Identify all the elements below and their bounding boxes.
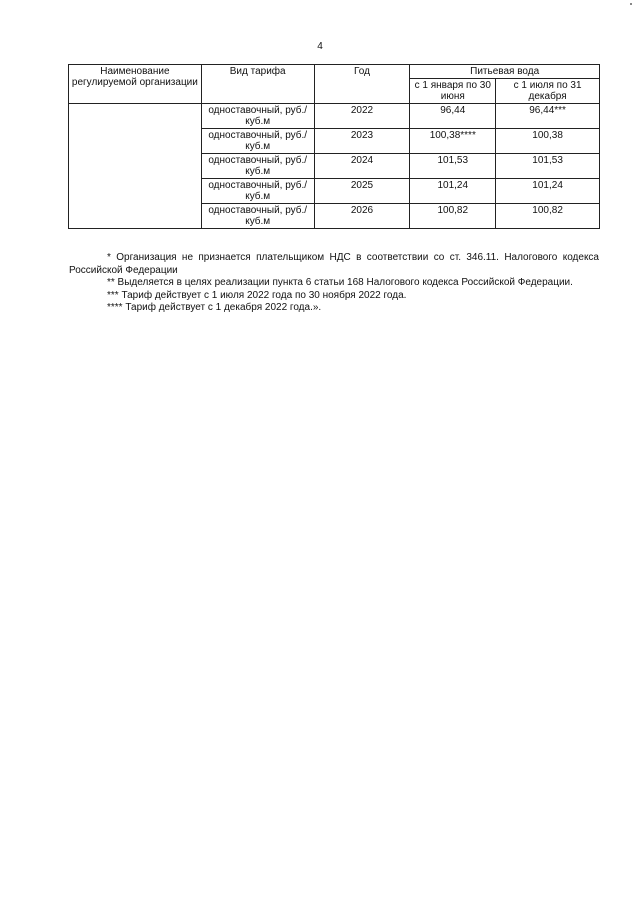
footnote-3: *** Тариф действует с 1 июля 2022 года по 30 ноября 2022 года.	[107, 289, 407, 301]
period-2-value: 101,53	[496, 154, 600, 179]
page-number: 4	[317, 41, 323, 52]
organization-cell	[69, 104, 202, 229]
footnote-4: **** Тариф действует с 1 декабря 2022 года.».	[107, 302, 322, 313]
year-cell: 2022	[314, 104, 410, 129]
tariff-type-cell: одноставочный, руб./куб.м	[201, 179, 314, 204]
period-1-value: 101,24	[410, 179, 496, 204]
header-year: Год	[314, 65, 410, 104]
period-2-value: 100,82	[496, 204, 600, 229]
table-row	[69, 104, 600, 129]
period-2-value: 96,44***	[496, 104, 600, 129]
header-period-1: с 1 января по 30 июня	[410, 79, 496, 104]
footnotes	[69, 252, 599, 315]
header-organization: Наименование регулируемой организации	[69, 65, 202, 104]
footnote-1: * Организация не признается плательщиком НДС в соответствии со ст. 346.11. Налогового кодекса Российской Федерации	[69, 252, 599, 276]
tariff-type-cell: одноставочный, руб./куб.м	[201, 104, 314, 129]
header-tariff-type: Вид тарифа	[201, 65, 314, 104]
period-1-value: 101,53	[410, 154, 496, 179]
tariff-type-cell: одноставочный, руб./куб.м	[201, 204, 314, 229]
table-header-row	[69, 65, 600, 79]
scan-speck	[630, 3, 632, 5]
year-cell: 2025	[314, 179, 410, 204]
year-cell: 2024	[314, 154, 410, 179]
period-1-value: 100,38****	[410, 129, 496, 154]
footnote-2: ** Выделяется в целях реализации пункта 6 статьи 168 Налогового кодекса Российской Федерации.	[107, 277, 573, 288]
year-cell: 2026	[314, 204, 410, 229]
header-drinking-water: Питьевая вода	[410, 65, 600, 79]
year-cell: 2023	[314, 129, 410, 154]
period-2-value: 101,24	[496, 179, 600, 204]
period-1-value: 100,82	[410, 204, 496, 229]
header-period-2: с 1 июля по 31 декабря	[496, 79, 600, 104]
tariff-type-cell: одноставочный, руб./куб.м	[201, 154, 314, 179]
period-2-value: 100,38	[496, 129, 600, 154]
tariff-type-cell: одноставочный, руб./куб.м	[201, 129, 314, 154]
period-1-value: 96,44	[410, 104, 496, 129]
tariff-table	[68, 64, 600, 229]
